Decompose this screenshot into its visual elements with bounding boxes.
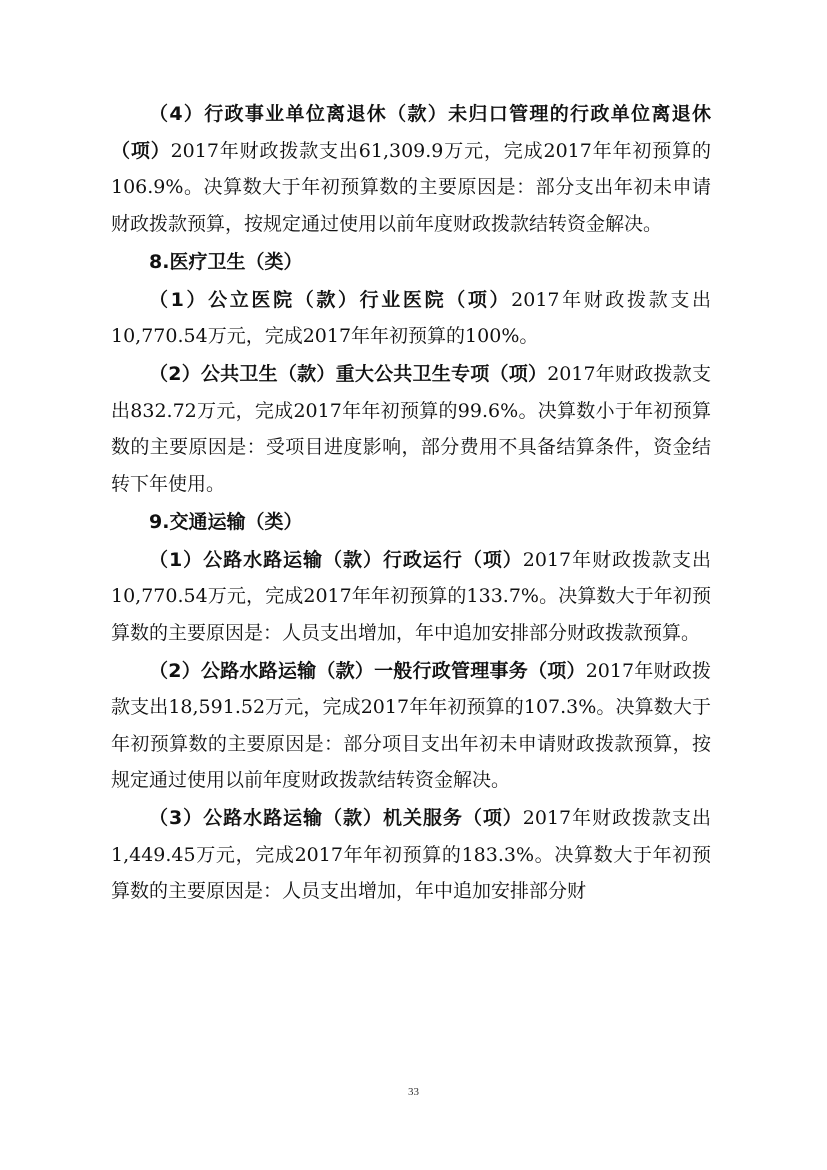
paragraph-text: 2017年财政拨款支出18,591.52万元，完成2017年年初预算的107.3%。决算数大于年初预算数的主要原因是：部分项目支出年初未申请财政拨款预算，按规定通过使用以前年度财政拨款结转资金解决。 xyxy=(111,659,711,791)
section-heading-medical-health: 8.医疗卫生（类） xyxy=(149,250,303,273)
paragraph-road-admin-operation xyxy=(111,542,711,652)
paragraph-lead: （4）行政事业单位离退休（款）未归口管理的行政单位离退休（项） xyxy=(111,103,711,162)
paragraph-text: 2017年财政拨款支出10,770.54万元，完成2017年年初预算的100%。 xyxy=(111,288,711,347)
section-heading-transportation: 9.交通运输（类） xyxy=(149,510,303,533)
document-body xyxy=(111,96,711,910)
paragraph-public-hospitals xyxy=(111,282,711,355)
paragraph-text: 2017年财政拨款支出61,309.9万元，完成2017年年初预算的106.9%。决算数大于年初预算数的主要原因是：部分支出年初未申请财政拨款预算，按规定通过使用以前年度财政拨款结转资金解决。 xyxy=(111,139,711,235)
paragraph-text: 2017年财政拨款支出1,449.45万元，完成2017年年初预算的183.3%。决算数大于年初预算数的主要原因是：人员支出增加，年中追加安排部分财 xyxy=(111,807,711,902)
paragraph-lead: （2）公路水路运输（款）一般行政管理事务（项） xyxy=(149,659,586,682)
page-number: 33 xyxy=(408,1086,419,1098)
paragraph-public-health xyxy=(111,356,711,502)
paragraph-road-office-services xyxy=(111,800,711,910)
paragraph-lead: （1）公立医院（款）行业医院（项） xyxy=(149,288,512,311)
paragraph-road-general-admin xyxy=(111,653,711,799)
paragraph-lead: （3）公路水路运输（款）机关服务（项） xyxy=(149,807,523,829)
paragraph-text: 2017年财政拨款支出832.72万元，完成2017年年初预算的99.6%。决算数小于年初预算数的主要原因是：受项目进度影响，部分费用不具备结算条件，资金结转下年使用。 xyxy=(111,363,711,495)
paragraph-text: 2017年财政拨款支出10,770.54万元，完成2017年年初预算的133.7%。决算数大于年初预算数的主要原因是：人员支出增加，年中追加安排部分财政拨款预算。 xyxy=(111,548,711,644)
paragraph-retiree-admin-units xyxy=(111,96,711,242)
paragraph-lead: （2）公共卫生（款）重大公共卫生专项（项） xyxy=(149,363,548,385)
paragraph-lead: （1）公路水路运输（款）行政运行（项） xyxy=(149,548,523,571)
